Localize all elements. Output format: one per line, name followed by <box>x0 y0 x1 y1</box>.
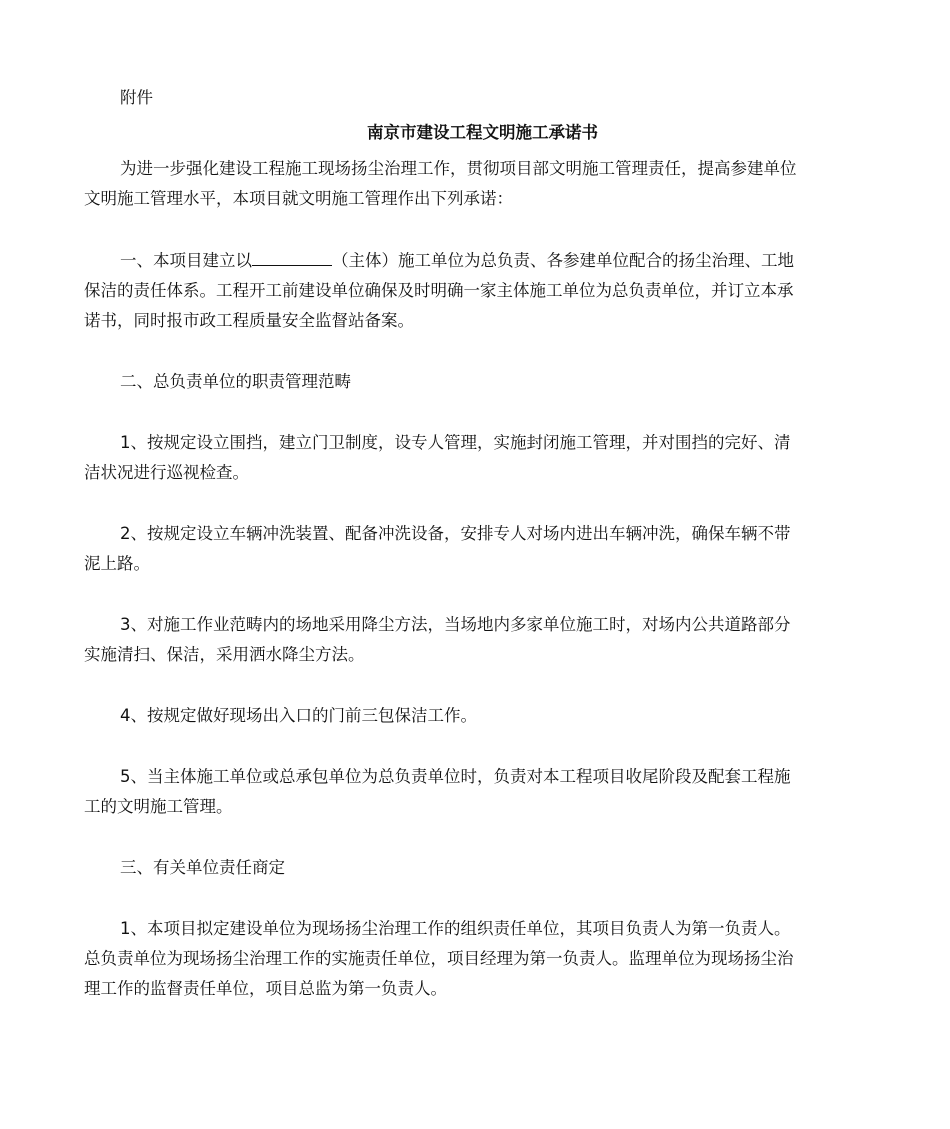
section2-item-5-line-1: 5、当主体施工单位或总承包单位为总负责单位时，负责对本工程项目收尾阶段及配套工程施 <box>120 767 791 786</box>
section2-item-2-line-2: 泥上路。 <box>84 554 150 573</box>
section2-item-1-line-2: 洁状况进行巡视检查。 <box>84 463 249 482</box>
section3-item-1-line-1: 1、本项目拟定建设单位为现场扬尘治理工作的组织责任单位，其项目负责人为第一负责人。 <box>120 919 791 938</box>
document-title: 南京市建设工程文明施工承诺书 <box>367 123 598 142</box>
section2-item-3-line-2: 实施清扫、保洁，采用洒水降尘方法。 <box>84 645 365 664</box>
section3-item-1-line-3: 理工作的监督责任单位，项目总监为第一负责人。 <box>84 979 447 998</box>
section2-item-4-line-1: 4、按规定做好现场出入口的门前三包保洁工作。 <box>120 706 477 725</box>
section1-line-2: 保洁的责任体系。工程开工前建设单位确保及时明确一家主体施工单位为总负责单位，并订立本承 <box>84 281 794 300</box>
section3-heading: 三、有关单位责任商定 <box>120 858 285 877</box>
section3-item-1-line-2: 总负责单位为现场扬尘治理工作的实施责任单位，项目经理为第一负责人。监理单位为现场扬尘治 <box>84 949 794 968</box>
section2-item-5-line-2: 工的文明施工管理。 <box>84 797 233 816</box>
section2-item-3-line-1: 3、对施工作业范畴内的场地采用降尘方法，当场地内多家单位施工时，对场内公共道路部分 <box>120 615 791 634</box>
attachment-label: 附件 <box>120 88 153 107</box>
section1-text-before-blank: 一、本项目建立以 <box>120 251 252 270</box>
section1-line-3: 诺书，同时报市政工程质量安全监督站备案。 <box>84 311 414 330</box>
section2-item-2-line-1: 2、按规定设立车辆冲洗装置、配备冲洗设备，安排专人对场内进出车辆冲洗，确保车辆不带 <box>120 524 791 543</box>
section2-item-1-line-1: 1、按规定设立围挡，建立门卫制度，设专人管理，实施封闭施工管理，并对围挡的完好、清 <box>120 433 791 452</box>
intro-line-2: 文明施工管理水平，本项目就文明施工管理作出下列承诺： <box>84 189 513 208</box>
fill-in-blank <box>252 251 332 266</box>
section2-heading: 二、总负责单位的职责管理范畴 <box>120 372 351 391</box>
section1-line-1 <box>120 251 794 271</box>
intro-line-1: 为进一步强化建设工程施工现场扬尘治理工作，贯彻项目部文明施工管理责任，提高参建单位 <box>120 159 797 178</box>
section1-text-after-blank: （主体）施工单位为总负责、各参建单位配合的扬尘治理、工地 <box>332 251 794 270</box>
